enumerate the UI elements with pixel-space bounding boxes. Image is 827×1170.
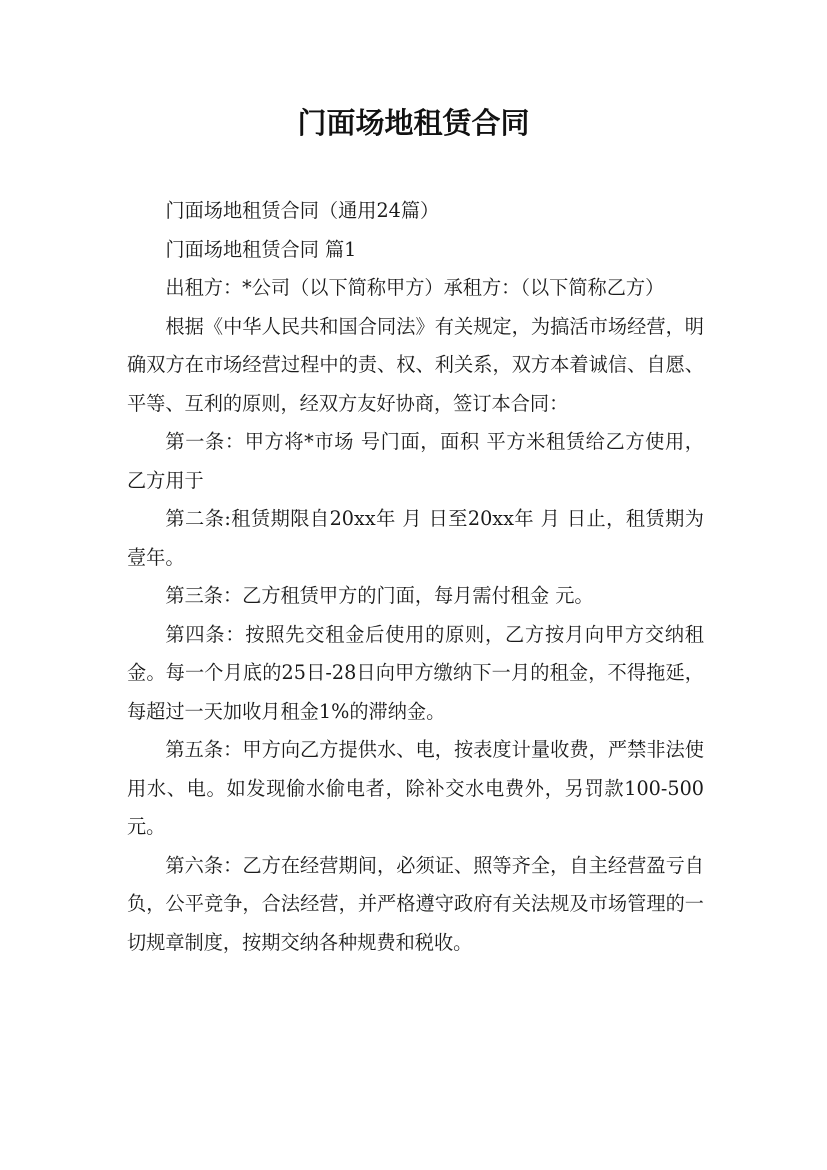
paragraph-parties: 出租方：*公司（以下简称甲方）承租方：（以下简称乙方） [165, 276, 665, 299]
paragraph-preamble: 根据《中华人民共和国合同法》有关规定，为搞活市场经营，明确双方在市场经营过程中的责、权、利关系，双方本着诚信、自愿、平等、互利的原则，经双方友好协商，签订本合同： [127, 314, 704, 415]
paragraph-article-4: 第四条：按照先交租金后使用的原则，乙方按月向甲方交纳租金。每一个月底的25日-28日向甲方缴纳下一月的租金，不得拖延，每超过一天加收月租金1%的滞纳金。 [127, 622, 704, 723]
document-title: 门面场地租赁合同 [297, 106, 530, 140]
paragraph-article-5: 第五条：甲方向乙方提供水、电，按表度计量收费，严禁非法使用水、电。如发现偷水偷电者，除补交水电费外，另罚款100-500元。 [127, 738, 704, 838]
paragraph-subtitle: 门面场地租赁合同（通用24篇） [165, 199, 440, 222]
paragraph-article-6: 第六条：乙方在经营期间，必须证、照等齐全，自主经营盈亏自负，公平竞争，合法经营，并严格遵守政府有关法规及市场管理的一切规章制度，按期交纳各种规费和税收。 [127, 853, 704, 954]
paragraph-article-1: 第一条：甲方将*市场 号门面，面积 平方米租赁给乙方使用，乙方用于 [127, 430, 704, 492]
paragraph-article-2: 第二条:租赁期限自20xx年 月 日至20xx年 月 日止，租赁期为壹年。 [127, 507, 704, 569]
document-body [127, 192, 704, 962]
paragraph-chapter-heading: 门面场地租赁合同 篇1 [165, 237, 357, 261]
paragraph-article-3: 第三条：乙方租赁甲方的门面，每月需付租金 元。 [165, 584, 594, 607]
